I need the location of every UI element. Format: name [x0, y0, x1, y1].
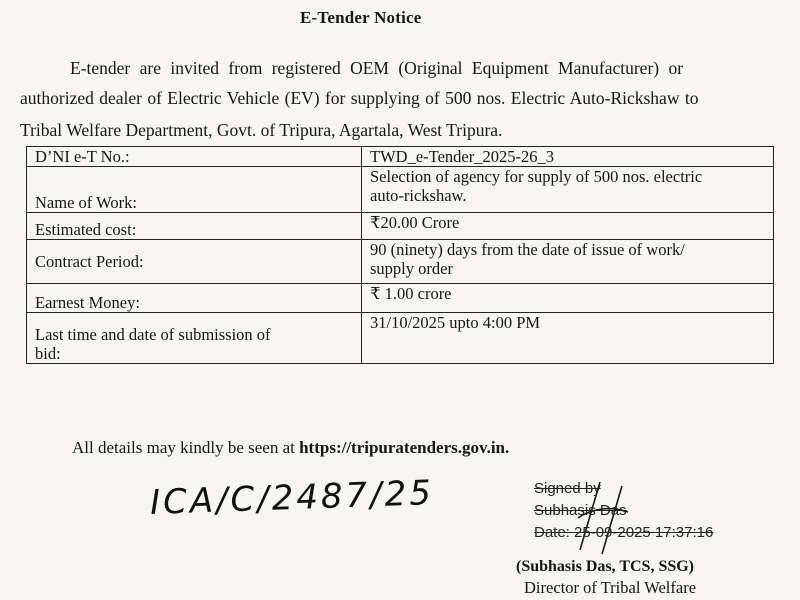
table-row	[27, 284, 774, 313]
signature-date: Date: 25-09-2025 17:37:16	[534, 524, 714, 541]
row-value-text: 31/10/2025 upto 4:00 PM	[370, 313, 541, 332]
table-row	[27, 167, 774, 213]
tender-details-table	[26, 146, 774, 364]
row-value-text: TWD_e-Tender_2025-26_3	[370, 147, 554, 166]
digital-signature-block	[534, 478, 713, 544]
table-row	[27, 313, 774, 364]
table-row	[27, 147, 774, 167]
row-value-text: auto-rickshaw.	[370, 186, 467, 205]
row-label: Earnest Money:	[27, 284, 362, 313]
intro-line-1: E-tender are invited from registered OEM (Original Equipment Manufacturer) or	[70, 58, 684, 78]
row-value-text: 90 (ninety) days from the date of issue of work/	[370, 240, 685, 259]
intro-line-2: authorized dealer of Electric Vehicle (EV) for supplying of 500 nos. Electric Auto-Rickshaw to	[20, 88, 699, 108]
signed-by-label: Signed by	[534, 480, 601, 497]
signer-name: Subhasis Das	[534, 502, 627, 519]
row-value	[362, 167, 774, 213]
row-label-text: Last time and date of submission of	[35, 325, 271, 344]
row-value	[362, 213, 774, 240]
table-row	[27, 240, 774, 284]
row-label: Estimated cost:	[27, 213, 362, 240]
details-prefix: All details may kindly be seen at	[72, 438, 300, 457]
table-row	[27, 213, 774, 240]
row-value-text: Selection of agency for supply of 500 nos. electric	[370, 167, 703, 186]
row-label: Name of Work:	[27, 167, 362, 213]
intro-line-3: Tribal Welfare Department, Govt. of Tripura, Agartala, West Tripura.	[20, 120, 503, 140]
tender-portal-link[interactable]: https://tripuratenders.gov.in.	[299, 438, 510, 457]
notice-title: E-Tender Notice	[300, 8, 422, 27]
row-label	[27, 313, 362, 364]
officer-designation: Director of Tribal Welfare	[524, 578, 697, 597]
row-value	[362, 313, 774, 364]
row-value-text: supply order	[370, 259, 453, 278]
row-label-text: bid:	[35, 344, 61, 363]
row-value-text: ₹20.00 Crore	[370, 213, 460, 232]
row-value	[362, 147, 774, 167]
officer-name: (Subhasis Das, TCS, SSG)	[516, 558, 695, 575]
row-label: Contract Period:	[27, 240, 362, 284]
row-label: D’NI e-T No.:	[27, 147, 362, 167]
row-value	[362, 240, 774, 284]
row-value	[362, 284, 774, 313]
details-note	[72, 438, 509, 458]
handwritten-reference: ICA/C/2487/25	[149, 473, 435, 523]
row-value-text: ₹ 1.00 crore	[370, 284, 452, 303]
